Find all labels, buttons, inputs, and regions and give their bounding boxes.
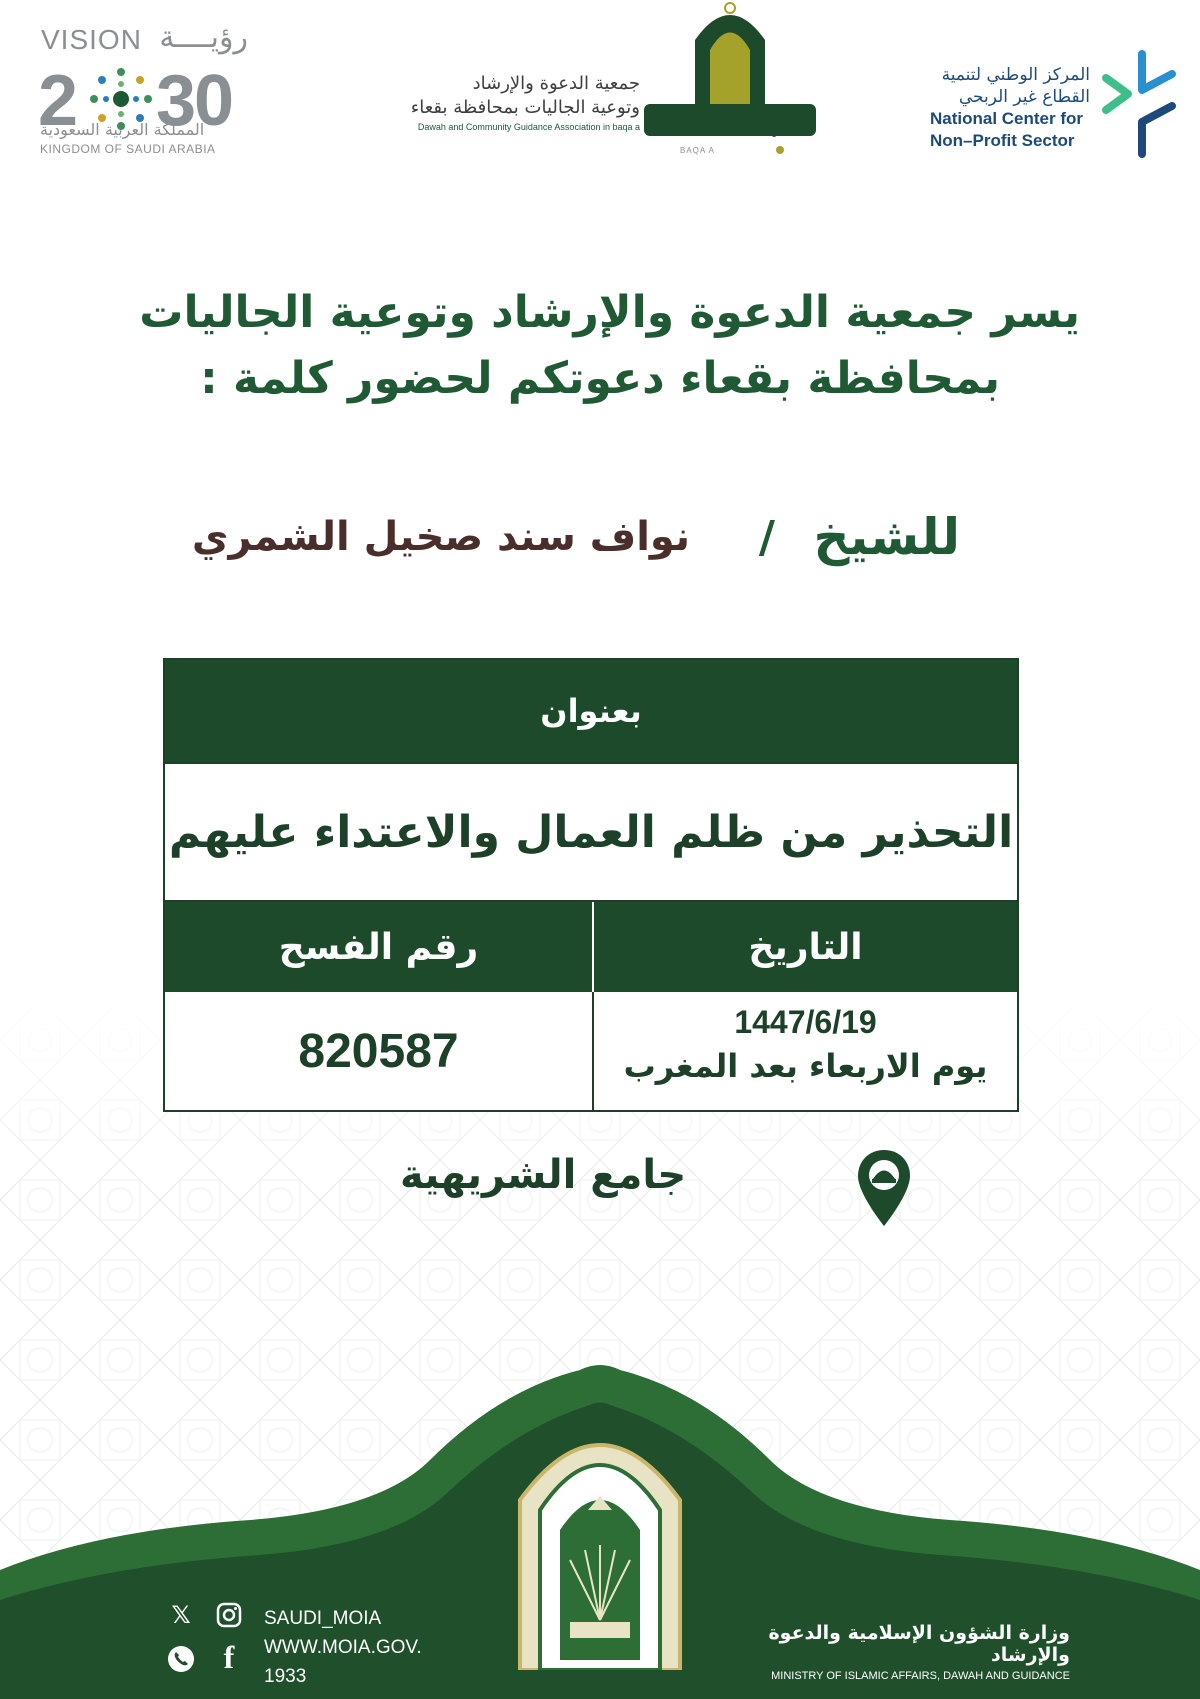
instagram-icon[interactable] [214,1600,244,1630]
baqaa-name-line1: جمعية الدعوة والإرشاد [472,73,640,94]
ministry-name [700,1622,1070,1682]
baqaa-association-logo [360,0,820,160]
sheikh-separator: / [758,512,775,563]
permit-number: 820587 [298,1024,459,1078]
ministry-name-english: MINISTRY OF ISLAMIC AFFAIRS, DAWAH AND GUIDANCE [771,1670,1070,1682]
baqaa-logo-word: بقعاء [679,94,781,140]
vision-arabic: رؤيــــة [159,20,248,55]
sheikh-label: للشيخ [813,508,960,566]
baqaa-caption: BAQA A [680,146,715,155]
ncnp-arabic-line2: القطاع غير الربحي [958,87,1090,107]
website-link[interactable]: WWW.MOIA.GOV. [264,1637,422,1658]
vision-number-right: 30 [156,61,233,141]
ncnp-english-line1: National Center for [930,109,1084,128]
ncnp-arrows-icon [1098,50,1180,160]
vision-country-arabic: المملكة العربية السعودية [40,120,205,139]
phone-number: 1933 [264,1666,307,1687]
vision-latin: VISION [41,24,142,55]
national-center-logo [930,50,1180,160]
ministry-name-arabic: وزارة الشؤون الإسلامية والدعوة والإرشاد [768,1622,1070,1666]
lecture-title: التحذير من ظلم العمال والاعتداء عليهم [165,762,1017,902]
location-pin-icon [856,1148,912,1228]
lecture-info-table [163,658,1019,1112]
ministry-emblem-icon [500,1410,700,1670]
ncnp-arabic-line1: المركز الوطني لتنمية [941,65,1090,85]
date-cell [592,992,1017,1110]
mosque-arch-icon [640,0,820,160]
title-header: بعنوان [165,660,1017,762]
invitation-text [60,280,1080,412]
invitation-line2: بمحافظة بقعاء دعوتكم لحضور كلمة : [200,353,1000,404]
social-handle: SAUDI_MOIA [264,1608,382,1629]
footer-contacts [166,1600,466,1690]
date-value: 1447/6/19 [734,1004,877,1040]
sheikh-row [180,508,960,588]
sheikh-name: نواف سند صخيل الشمري [191,514,690,560]
vision-2030-logo [38,20,248,160]
location-name: جامع الشريهية [400,1152,687,1198]
baqaa-name-english: Dawah and Community Guidance Association in baqa a [417,122,640,132]
baqaa-name-line2: وتوعية الجاليات بمحافظة بقعاء [410,97,640,118]
vision-country-english: KINGDOM OF SAUDI ARABIA [40,142,216,156]
ncnp-english-line2: Non–Profit Sector [930,131,1075,150]
invitation-line1: يسر جمعية الدعوة والإرشاد وتوعية الجاليات [139,287,1080,338]
facebook-icon[interactable]: f [223,1638,235,1675]
vision-number-left: 2 [38,61,77,141]
date-header: التاريخ [592,902,1017,992]
phone-icon[interactable] [166,1644,196,1674]
permit-header: رقم الفسح [165,902,592,992]
x-twitter-icon[interactable]: 𝕏 [171,1601,191,1629]
location-row [380,1148,910,1228]
time-value: يوم الاربعاء بعد المغرب [623,1047,988,1085]
